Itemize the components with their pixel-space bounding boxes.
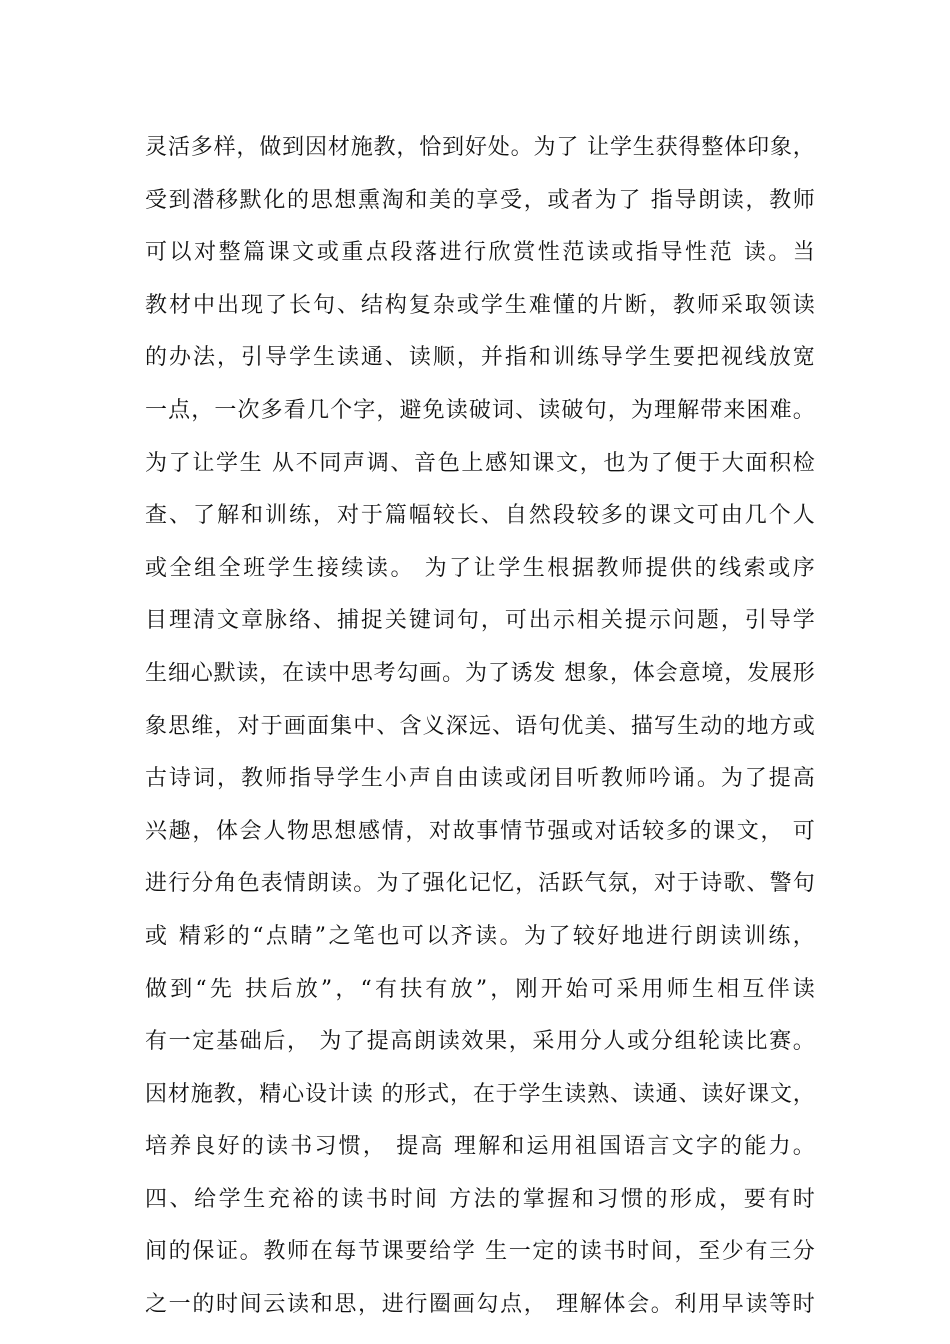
body-text: [145, 122, 815, 1332]
text-line: 或全组全班学生接续读。 为了让学生根据教师提供的线索或序: [145, 555, 815, 581]
text-line: 教材中出现了长句、结构复杂或学生难懂的片断，教师采取领读: [145, 292, 815, 318]
text-line: 因材施教，精心设计读 的形式，在于学生读熟、读通、读好课文，: [145, 1081, 815, 1107]
text-line: 查、了解和训练，对于篇幅较长、自然段较多的课文可由几个人: [145, 503, 815, 529]
text-line: 一点，一次多看几个字，避免读破词、读破句，为理解带来困难。: [145, 397, 815, 423]
text-line: 或 精彩的“点睛”之笔也可以齐读。为了较好地进行朗读训练，: [145, 923, 815, 949]
text-line: 之一的时间云读和思，进行圈画勾点， 理解体会。利用早读等时: [145, 1292, 815, 1318]
text-line: 受到潜移默化的思想熏淘和美的享受，或者为了 指导朗读，教师: [145, 187, 815, 213]
text-line: 可以对整篇课文或重点段落进行欣赏性范读或指导性范 读。当: [145, 240, 815, 266]
text-line: 的办法，引导学生读通、读顺，并指和训练导学生要把视线放宽: [145, 345, 815, 371]
text-line: 有一定基础后， 为了提高朗读效果，采用分人或分组轮读比赛。: [145, 1029, 815, 1055]
section-heading-line: 四、给学生充裕的读书时间 方法的掌握和习惯的形成，要有时: [145, 1186, 815, 1212]
text-line: 目理清文章脉络、捕捉关键词句，可出示相关提示问题，引导学: [145, 608, 815, 634]
text-line: 生细心默读，在读中思考勾画。为了诱发 想象，体会意境，发展形: [145, 660, 815, 686]
text-line: 象思维，对于画面集中、含义深远、语句优美、描写生动的地方或: [145, 713, 815, 739]
text-line: 为了让学生 从不同声调、音色上感知课文，也为了便于大面积检: [145, 450, 815, 476]
text-line: 兴趣，体会人物思想感情，对故事情节强或对话较多的课文， 可: [145, 818, 815, 844]
text-line: 做到“先 扶后放”，“有扶有放”，刚开始可采用师生相互伴读: [145, 976, 815, 1002]
text-line: 间的保证。教师在每节课要给学 生一定的读书时间，至少有三分: [145, 1239, 815, 1265]
text-line: 古诗词，教师指导学生小声自由读或闭目听教师吟诵。为了提高: [145, 766, 815, 792]
text-line: 灵活多样，做到因材施教，恰到好处。为了 让学生获得整体印象，: [145, 135, 815, 160]
text-line: 进行分角色表情朗读。为了强化记忆，活跃气氛，对于诗歌、警句: [145, 871, 815, 897]
text-line: 培养良好的读书习惯， 提高 理解和运用祖国语言文字的能力。: [145, 1134, 815, 1160]
